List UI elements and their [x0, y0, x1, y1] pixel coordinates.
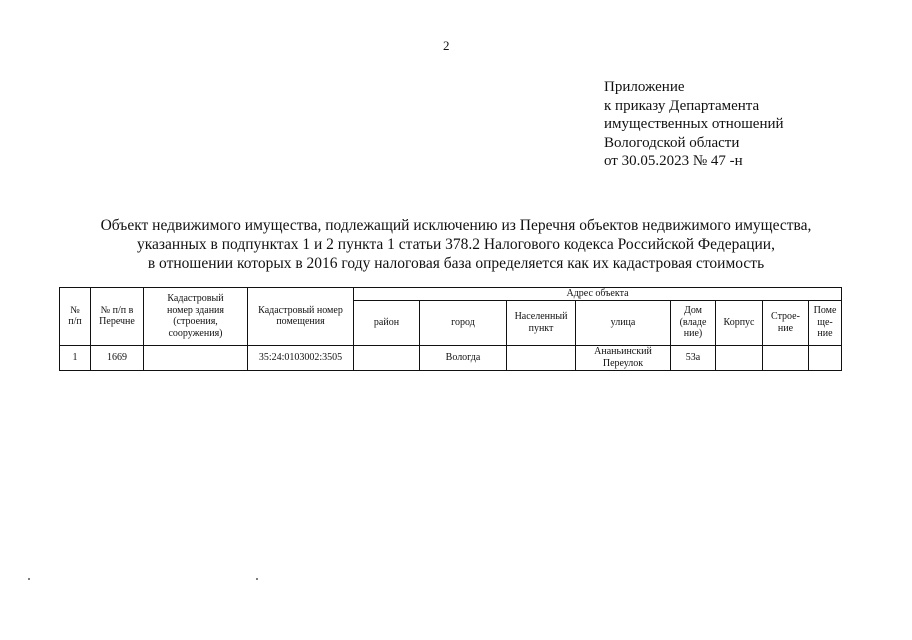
header-settlement: Населенный пункт	[507, 300, 576, 345]
header-city: город	[420, 300, 507, 345]
document-title	[60, 216, 852, 273]
cell-settlement	[507, 345, 576, 370]
scan-speck	[28, 578, 30, 580]
header-premises-cadastral: Кадастровый номер помещения	[248, 288, 354, 346]
appendix-line: имущественных отношений	[604, 116, 784, 132]
cell-district	[354, 345, 420, 370]
cell-structure	[763, 345, 809, 370]
appendix-line: Приложение	[604, 79, 685, 95]
header-house: Дом (владе ние)	[671, 300, 716, 345]
header-street: улица	[576, 300, 671, 345]
title-line: Объект недвижимого имущества, подлежащий исключению из Перечня объектов недвижимого имущества,	[100, 217, 812, 234]
header-structure: Строе- ние	[763, 300, 809, 345]
appendix-block	[604, 78, 784, 171]
cell-premises-cadastral: 35:24:0103002:3505	[248, 345, 354, 370]
cell-street: Ананьинский Переулок	[576, 345, 671, 370]
scan-speck	[256, 578, 258, 580]
header-address-group: Адрес объекта	[354, 288, 842, 301]
cell-house: 53а	[671, 345, 716, 370]
cell-building-cadastral	[144, 345, 248, 370]
objects-table	[59, 287, 842, 371]
header-building: Корпус	[716, 300, 763, 345]
table-row	[60, 345, 842, 370]
page-number: 2	[443, 38, 450, 53]
appendix-line: Вологодской области	[604, 134, 740, 151]
title-line: указанных в подпунктах 1 и 2 пункта 1 статьи 378.2 Налогового кодекса Российской Федерации,	[137, 236, 775, 253]
cell-premises	[809, 345, 842, 370]
header-district: район	[354, 300, 420, 345]
appendix-line: к приказу Департамента	[604, 97, 760, 114]
header-building-cadastral: Кадастровый номер здания (строения, сооружения)	[144, 288, 248, 346]
appendix-line: от 30.05.2023 № 47 -н	[604, 153, 743, 169]
header-num: № п/п	[60, 288, 91, 346]
header-premises: Поме ще- ние	[809, 300, 842, 345]
cell-num-in-list: 1669	[91, 345, 144, 370]
cell-building	[716, 345, 763, 370]
title-line: в отношении которых в 2016 году налоговая база определяется как их кадастровая стоимость	[147, 255, 765, 272]
header-num-in-list: № п/п в Перечне	[91, 288, 144, 346]
cell-num: 1	[60, 345, 91, 370]
cell-city: Вологда	[420, 345, 507, 370]
